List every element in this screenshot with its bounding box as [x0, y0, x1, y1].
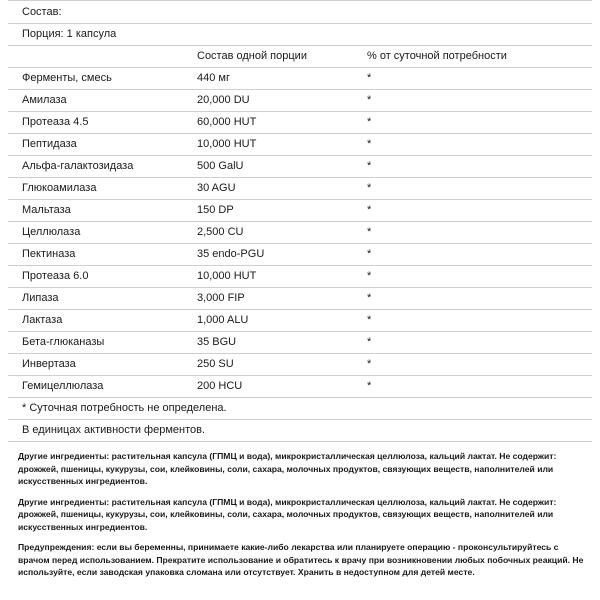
table-header-row [8, 46, 592, 68]
header-amount: Состав одной порции [197, 46, 367, 68]
warnings-text: Предупреждения: если вы беременны, принимаете какие-либо лекарства или планируете операцию - проконсультируйтесь с врачом перед использованием. Прекратите использование и обратитесь к врачу при возникновении любых побочных реакций. Не используйте, если заводская упаковка сломана или отсутствует. Хранить в недоступном для детей месте. [18, 542, 584, 577]
footnote-daily-value: * Суточная потребность не определена. [8, 398, 592, 420]
ingredient-daily-value: * [367, 68, 592, 90]
composition-label: Состав: [8, 1, 592, 24]
ingredient-daily-value: * [367, 134, 592, 156]
ingredient-name: Целлюлаза [8, 222, 197, 244]
ingredient-name: Протеаза 4.5 [8, 112, 197, 134]
ingredient-amount: 10,000 HUT [197, 134, 367, 156]
table-row [8, 354, 592, 376]
composition-row [8, 1, 592, 24]
product-notes [8, 450, 592, 579]
ingredient-name: Бета-глюканазы [8, 332, 197, 354]
footnote-row [8, 398, 592, 420]
ingredient-amount: 250 SU [197, 354, 367, 376]
ingredient-daily-value: * [367, 354, 592, 376]
portion-label: Порция: 1 капсула [8, 24, 592, 46]
footnote-units: В единицах активности ферментов. [8, 420, 592, 442]
table-row [8, 134, 592, 156]
supplement-facts-table [8, 0, 592, 442]
ingredient-name: Альфа-галактозидаза [8, 156, 197, 178]
table-row [8, 332, 592, 354]
ingredient-name: Липаза [8, 288, 197, 310]
table-row [8, 90, 592, 112]
ingredient-amount: 3,000 FIP [197, 288, 367, 310]
ingredient-name: Пектиназа [8, 244, 197, 266]
ingredient-amount: 2,500 CU [197, 222, 367, 244]
ingredient-amount: 500 GalU [197, 156, 367, 178]
ingredient-daily-value: * [367, 200, 592, 222]
ingredient-daily-value: * [367, 178, 592, 200]
table-row [8, 222, 592, 244]
ingredient-amount: 30 AGU [197, 178, 367, 200]
table-row [8, 178, 592, 200]
ingredient-daily-value: * [367, 90, 592, 112]
table-row [8, 200, 592, 222]
ingredient-daily-value: * [367, 332, 592, 354]
table-row [8, 156, 592, 178]
ingredient-daily-value: * [367, 244, 592, 266]
header-daily-value: % от суточной потребности [367, 46, 592, 68]
footnote-row [8, 420, 592, 442]
table-row [8, 68, 592, 90]
portion-row [8, 24, 592, 46]
ingredient-amount: 200 HCU [197, 376, 367, 398]
ingredient-name: Ферменты, смесь [8, 68, 197, 90]
ingredient-name: Инвертаза [8, 354, 197, 376]
table-row [8, 376, 592, 398]
ingredient-amount: 35 endo-PGU [197, 244, 367, 266]
ingredient-name: Амилаза [8, 90, 197, 112]
ingredient-name: Мальтаза [8, 200, 197, 222]
table-row [8, 288, 592, 310]
ingredient-amount: 150 DP [197, 200, 367, 222]
ingredient-amount: 35 BGU [197, 332, 367, 354]
ingredient-name: Протеаза 6.0 [8, 266, 197, 288]
header-name-cell [8, 46, 197, 68]
ingredient-amount: 440 мг [197, 68, 367, 90]
ingredient-name: Лактаза [8, 310, 197, 332]
table-row [8, 112, 592, 134]
ingredient-daily-value: * [367, 156, 592, 178]
ingredient-daily-value: * [367, 376, 592, 398]
ingredient-daily-value: * [367, 112, 592, 134]
other-ingredients-text-repeat: Другие ингредиенты: растительная капсула (ГПМЦ и вода), микрокристаллическая целлюлоза, кальций лактат. Не содержит: дрожжей, пшеницы, кукурузы, сои, клейковины, соли, сахара, молочных продуктов, связующих веществ, наполнителей или искусственных ингредиентов. [18, 496, 557, 532]
ingredient-daily-value: * [367, 310, 592, 332]
table-row [8, 244, 592, 266]
table-row [8, 310, 592, 332]
ingredient-name: Пептидаза [8, 134, 197, 156]
ingredient-daily-value: * [367, 222, 592, 244]
ingredient-amount: 20,000 DU [197, 90, 367, 112]
ingredient-amount: 10,000 HUT [197, 266, 367, 288]
ingredient-daily-value: * [367, 266, 592, 288]
table-row [8, 266, 592, 288]
ingredient-name: Глюкоамилаза [8, 178, 197, 200]
ingredient-amount: 1,000 ALU [197, 310, 367, 332]
ingredient-name: Гемицеллюлаза [8, 376, 197, 398]
other-ingredients-text: Другие ингредиенты: растительная капсула (ГПМЦ и вода), микрокристаллическая целлюлоза, кальций лактат. Не содержит: дрожжей, пшеницы, кукурузы, сои, клейковины, соли, сахара, молочных продуктов, связующих веществ, наполнителей или искусственных ингредиентов. [18, 451, 557, 486]
ingredient-amount: 60,000 HUT [197, 112, 367, 134]
ingredient-daily-value: * [367, 288, 592, 310]
